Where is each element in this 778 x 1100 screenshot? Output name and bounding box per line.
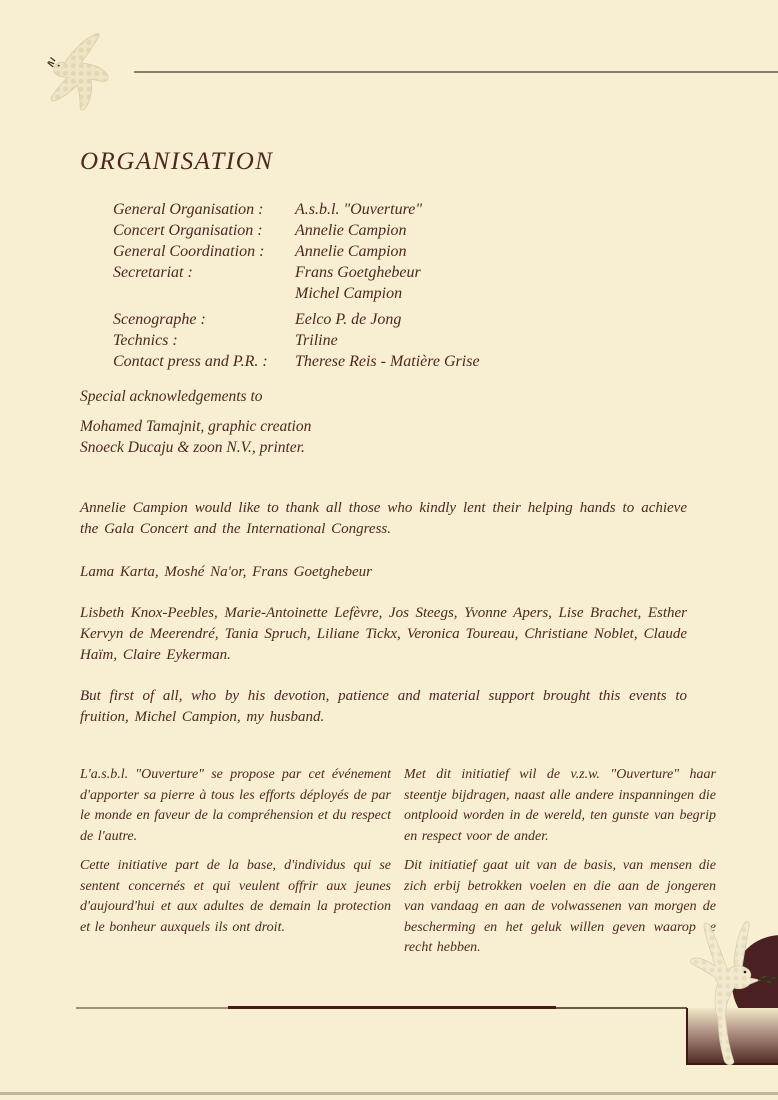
acknowledgements-lines: [80, 416, 311, 458]
bottom-rule-maroon: [228, 1006, 556, 1009]
mission-french-column: [80, 765, 391, 947]
org-row: [113, 283, 593, 304]
page-bottom-edge: [0, 1092, 778, 1095]
org-value: Annelie Campion: [295, 243, 407, 260]
org-value: Michel Campion: [295, 285, 403, 302]
top-rule: [134, 71, 778, 73]
org-row: [113, 241, 593, 262]
org-label: Concert Organisation :: [113, 222, 263, 239]
bottom-rule-gray: [76, 1007, 228, 1009]
org-value: Eelco P. de Jong: [295, 311, 402, 328]
org-row: [113, 309, 593, 330]
page-title: ORGANISATION: [80, 148, 274, 175]
org-value: Annelie Campion: [295, 222, 407, 239]
org-label: Secretariat :: [113, 264, 193, 281]
org-value: Therese Reis - Matière Grise: [295, 353, 480, 370]
org-row: [113, 351, 593, 372]
mission-paragraph-fr: Cette initiative part de la base, d'individus qui se sentent concernés et qui veulent offrir aux jeunes d'aujourd'hui et aux adultes de demain la protection et le bonheur auxquels ils ont droit.: [80, 858, 391, 935]
mission-paragraph-fr: L'a.s.b.l. "Ouverture" se propose par cet événement d'apporter sa pierre à tous les efforts déployés de par le monde en faveur de la compréhension et du respect de l'autre.: [80, 767, 391, 844]
org-value: Frans Goetghebeur: [295, 264, 421, 281]
thanks-paragraph: Annelie Campion would like to thank all those who kindly lent their helping hands to achieve the Gala Concert and the International Congress.: [80, 500, 687, 537]
org-value: Triline: [295, 332, 338, 349]
org-label: General Organisation :: [113, 201, 264, 218]
mission-paragraph-nl: Dit initiatief gaat uit van de basis, van mensen die zich erbij betrokken voelen en die aan de jongeren van vandaag en aan de volwassenen van morgen de bescherming en het geluk willen geven waarop ze recht hebben.: [404, 858, 716, 955]
mission-paragraph-nl: Met dit initiatief wil de v.z.w. "Ouverture" haar steentje bijdragen, naast alle andere inspanningen die ontplooid worden in de wereld, ten gunste van begrip en respect voor de ander.: [404, 767, 716, 844]
org-row: [113, 199, 593, 220]
org-label: General Coordination :: [113, 243, 265, 260]
dove-sun-icon: [668, 918, 778, 1068]
org-label: Scenographe :: [113, 311, 206, 328]
org-value: A.s.b.l. "Ouverture": [295, 201, 423, 218]
org-label: Technics :: [113, 332, 178, 349]
acknowledgement-line: Mohamed Tamajnit, graphic creation: [80, 418, 312, 435]
honorees-line: Lama Karta, Moshé Na'or, Frans Goetghebeur: [80, 564, 372, 580]
org-row: [113, 220, 593, 241]
org-label: [113, 283, 295, 304]
organisation-list: [113, 199, 593, 372]
acknowledgement-line: Snoeck Ducaju & zoon N.V., printer.: [80, 439, 305, 456]
acknowledgements-intro: Special acknowledgements to: [80, 388, 263, 405]
org-label: Contact press and P.R. :: [113, 353, 268, 370]
org-row: [113, 262, 593, 283]
org-row: [113, 330, 593, 351]
names-paragraph: Lisbeth Knox-Peebles, Marie-Antoinette Lefèvre, Jos Steegs, Yvonne Apers, Lise Brachet, Esther Kervyn de Meerendré, Tania Spruch, Liliane Tickx, Veronica Toureau, Christiane Noblet, Claude Haïm, Claire Eykerman.: [80, 605, 687, 663]
dove-left-icon: [46, 30, 124, 114]
dedication-paragraph: But first of all, who by his devotion, patience and material support brought this events to fruition, Michel Campion, my husband.: [80, 688, 687, 725]
